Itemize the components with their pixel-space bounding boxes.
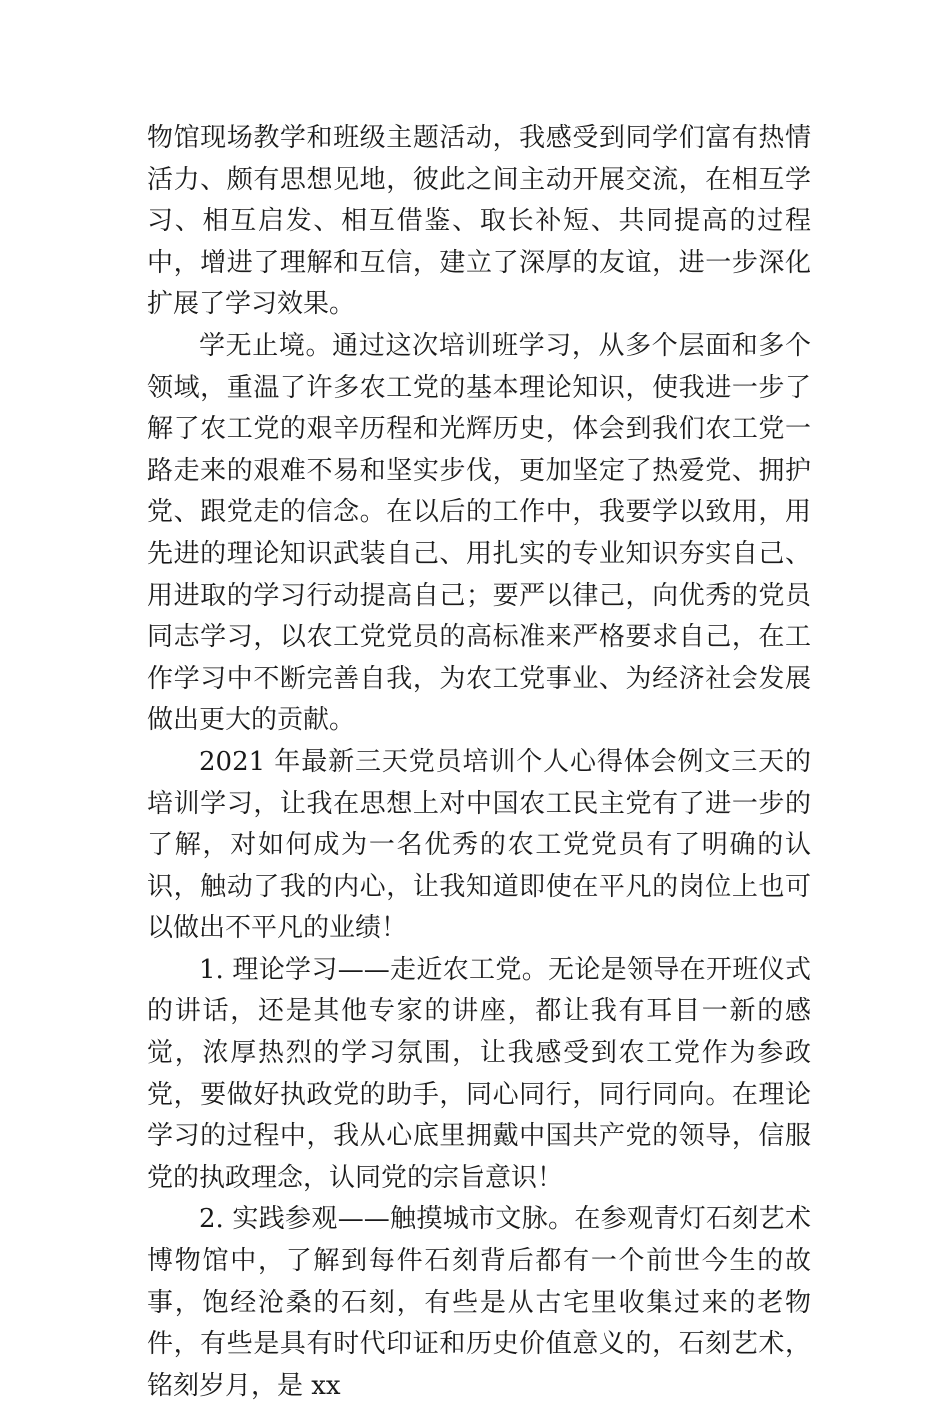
paragraph-3: 2021 年最新三天党员培训个人心得体会例文三天的培训学习，让我在思想上对中国农工民主党有了进一步的了解，对如何成为一名优秀的农工党党员有了明确的认识，触动了我的内心，让我知道即使在平凡的岗位上也可以做出不平凡的业绩！ <box>147 746 811 944</box>
paragraph-2: 学无止境。通过这次培训班学习，从多个层面和多个领域，重温了许多农工党的基本理论知识，使我进一步了解了农工党的艰辛历程和光辉历史，体会到我们农工党一路走来的艰难不易和坚实步伐，更加坚定了热爱党、拥护党、跟党走的信念。在以后的工作中，我要学以致用，用先进的理论知识武装自己、用扎实的专业知识夯实自己、用进取的学习行动提高自己；要严以律己，向优秀的党员同志学习，以农工党党员的高标准来严格要求自己，在工作学习中不断完善自我，为农工党事业、为经济社会发展做出更大的贡献。 <box>147 330 811 736</box>
paragraph-1: 物馆现场教学和班级主题活动，我感受到同学们富有热情活力、颇有思想见地，彼此之间主动开展交流，在相互学习、相互启发、相互借鉴、取长补短、共同提高的过程中，增进了理解和互信，建立了深厚的友谊，进一步深化扩展了学习效果。 <box>147 123 811 320</box>
paragraph-4: 1. 理论学习——走近农工党。无论是领导在开班仪式的讲话，还是其他专家的讲座，都让我有耳目一新的感觉，浓厚热烈的学习氛围，让我感受到农工党作为参政党，要做好执政党的助手，同心同行，同行同向。在理论学习的过程中，我从心底里拥戴中国共产党的领导，信服党的执政理念，认同党的宗旨意识！ <box>147 954 811 1193</box>
paragraph-5: 2. 实践参观——触摸城市文脉。在参观青灯石刻艺术博物馆中，了解到每件石刻背后都有一个前世今生的故事，饱经沧桑的石刻，有些是从古宅里收集过来的老物件，有些是具有时代印证和历史价值意义的，石刻艺术，铭刻岁月，是 xx <box>147 1204 811 1401</box>
document-body <box>147 118 811 1407</box>
